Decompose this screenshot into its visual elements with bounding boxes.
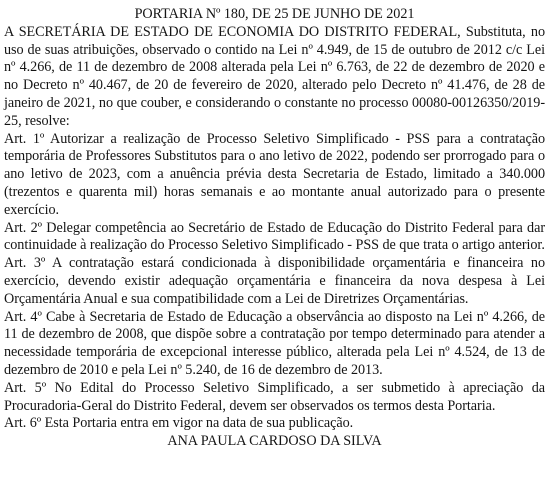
- article-2: Art. 2º Delegar competência ao Secretário de Estado de Educação do Distrito Federal para dar continuidade à realização do Processo Seletivo Simplificado - PSS de que trata o artigo anterior.: [4, 219, 545, 254]
- ordinance-document: [4, 6, 545, 451]
- article-6: Art. 6º Esta Portaria entra em vigor na data de sua publicação.: [4, 415, 354, 432]
- document-title: PORTARIA Nº 180, DE 25 DE JUNHO DE 2021: [134, 6, 415, 22]
- article-3: Art. 3º A contratação estará condicionada à disponibilidade orçamentária e financeira no exercício, devendo existir adequação orçamentária e financeira da nova despesa à Lei Orçamentária Anual e sua compatibilidade com a Lei de Diretrizes Orçamentárias.: [4, 255, 545, 307]
- article-5: Art. 5º No Edital do Processo Seletivo Simplificado, a ser submetido à apreciação da Procuradoria-Geral do Distrito Federal, devem ser observados os termos desta Portaria.: [4, 379, 545, 414]
- preamble: A SECRETÁRIA DE ESTADO DE ECONOMIA DO DISTRITO FEDERAL, Substituta, no uso de suas atribuições, observado o contido na Lei nº 4.949, de 15 de outubro de 2012 c/c Lei nº 4.266, de 11 de dezembro de 2008 alterada pela Lei nº 6.763, de 22 de dezembro de 2020 e no Decreto nº 40.467, de 20 de fevereiro de 2020, alterado pelo Decreto nº 41.476, de 28 de janeiro de 2021, no que couber, e considerando o constante no processo 00080-00126350/2019-25, resolve:: [4, 23, 545, 129]
- article-4: Art. 4º Cabe à Secretaria de Estado de Educação a observância ao disposto na Lei nº 4.266, de 11 de dezembro de 2008, que dispõe sobre a contratação por tempo determinado para atender a necessidade temporária de excepcional interesse público, alterada pela Lei nº 4.524, de 13 de dezembro de 2010 e pela Lei nº 5.240, de 16 de dezembro de 2013.: [4, 308, 545, 378]
- signatory-name: ANA PAULA CARDOSO DA SILVA: [167, 433, 382, 450]
- article-1: Art. 1º Autorizar a realização de Processo Seletivo Simplificado - PSS para a contratação temporária de Professores Substitutos para o ano letivo de 2022, podendo ser prorrogado para o ano letivo de 2023, com a anuência prévia desta Secretaria de Estado, limitado a 340.000 (trezentos e quarenta mil) horas semanais e ao montante anual autorizado para o presente exercício.: [4, 130, 545, 218]
